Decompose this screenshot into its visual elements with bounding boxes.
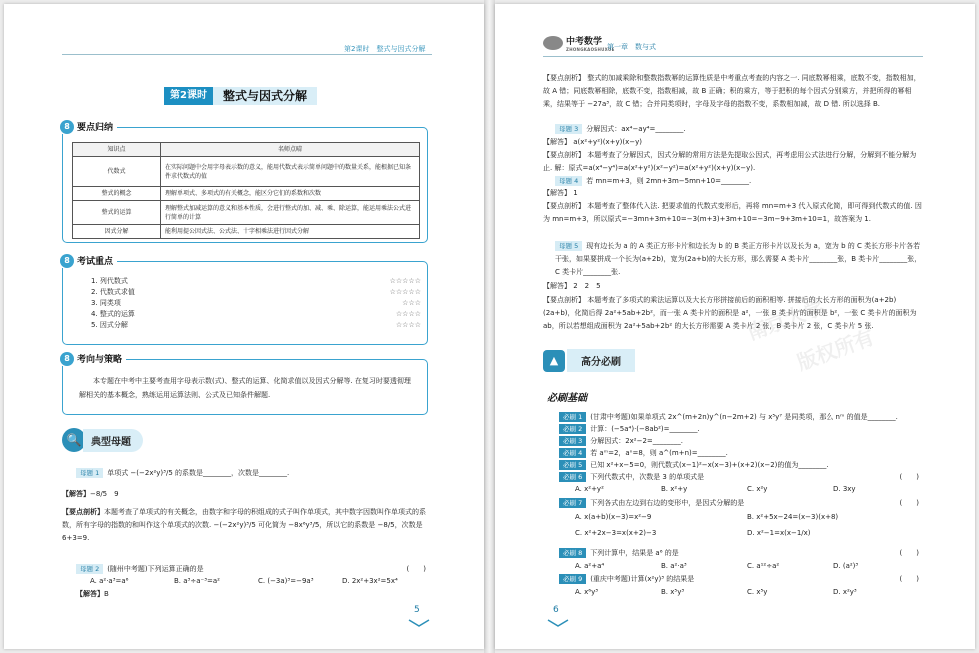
must-tag: 必刷 3: [559, 436, 586, 446]
right-running-head: 第一章 数与式: [607, 43, 656, 51]
must-7-options-row1: [575, 512, 919, 523]
logo-icon: [543, 36, 563, 50]
option: A. a²·a³=a⁶: [90, 577, 129, 585]
problem-2-answer: [76, 589, 109, 600]
problem-tag: 母题 5: [555, 241, 582, 251]
key-points-header: [60, 119, 117, 134]
page-number: 5: [414, 605, 420, 615]
table-cell: 在实际问题中会用字母表示数的意义，能用代数式表示简单问题中的数量关系，能根据已知条件求代数式的值: [161, 157, 420, 187]
must-tag: 必刷 5: [559, 460, 586, 470]
table-header: 知识点: [73, 143, 161, 157]
must-item-4: [559, 448, 919, 459]
section-badge-icon: 8: [60, 352, 74, 366]
must-text: 已知 x²+x−5=0，则代数式(x−1)²−x(x−3)+(x+2)(x−2)的值为________.: [590, 461, 829, 469]
table-row: [73, 187, 420, 201]
problem-2-analysis: 【要点剖析】 整式的加减乘除和整数指数幂的运算性质是中考重点考查的内容之一. 同底数幂相乘，底数不变，指数相加，故 A 错；同底数幂相除，底数不变，指数相减，故 B 正确；积的乘方，等于把积的每个因式分别乘方，并把所得的幂相乘，结果等于 −27a³，故 C 错；合并同类项时，字母及字母的指数不变，系数相加减，故 D 错. 所以选择 B.: [543, 74, 921, 108]
problem-tag: 母题 4: [555, 176, 582, 186]
star-rating: ☆☆☆☆: [395, 310, 421, 318]
section-badge-icon: 8: [60, 254, 74, 268]
page-number: 6: [553, 605, 559, 615]
exam-points-title: 考试重点: [77, 257, 114, 267]
problem-text: 现有边长为 a 的 A 类正方形卡片和边长为 b 的 B 类正方形卡片以及长为 a，宽为 b 的 C 类长方形卡片各若干张，如果要拼成一个长为(a+2b)，宽为(2a+b)的大长方形，那么需要 A 类卡片________张，B 类卡片________张，C 类卡片________张.: [555, 242, 922, 276]
chevron-down-icon: [408, 619, 430, 627]
answer-parentheses: ( ): [899, 499, 919, 507]
list-item: [91, 320, 421, 331]
option: D. 3xy: [833, 485, 856, 493]
must-text: 下列各式由左边到右边的变形中，是因式分解的是: [590, 499, 745, 507]
option: A. x(a+b)(x−3)=x²−9: [575, 513, 652, 521]
exam-points-list: [91, 276, 421, 331]
logo-title-text: 中考数学: [566, 37, 603, 47]
must-item-6: [559, 472, 919, 483]
table-row: [73, 201, 420, 225]
problem-3-answer: 【解答】 a(x²+y²)(x+y)(x−y): [543, 138, 642, 146]
section-badge-icon: 8: [60, 120, 74, 134]
option: B. x²+5x−24=(x−3)(x+8): [747, 513, 839, 521]
problem-5: [555, 240, 923, 279]
left-header-rule: [62, 54, 432, 55]
analysis-label: 【要点剖析】: [62, 508, 104, 516]
high-score-title: 高分必刷: [567, 349, 635, 372]
table-header-row: [73, 143, 420, 157]
option: B. x²+y: [661, 485, 688, 493]
problem-text: 分解因式：ax⁴−ay⁴=________.: [586, 125, 686, 133]
lesson-number: 第2课时: [164, 87, 213, 105]
strategy-box: [62, 353, 428, 415]
watermark-text: 版权所有: [793, 324, 878, 375]
must-item-5: [559, 460, 919, 471]
exam-point-label: 3. 同类项: [91, 299, 121, 307]
typical-problems-title: 典型母题: [83, 429, 143, 452]
must-7-options-row2: [575, 528, 919, 539]
exam-point-label: 5. 因式分解: [91, 321, 128, 329]
option: D. x²−1=x(x−1/x): [747, 529, 811, 537]
lesson-name: 整式与因式分解: [213, 87, 317, 105]
option: B. x⁵y³: [661, 588, 685, 596]
problem-2: [76, 564, 426, 575]
must-item-3: [559, 436, 919, 447]
option: A. x⁶y³: [575, 588, 599, 596]
table-cell: 代数式: [73, 157, 161, 187]
left-page: [4, 4, 484, 649]
key-points-title: 要点归纳: [77, 123, 114, 133]
option: C. x²+2x−3=x(x+2)−3: [575, 529, 657, 537]
problem-text: 单项式 −(−2x²y)³/5 的系数是________，次数是________.: [107, 469, 290, 477]
chevron-down-icon: [547, 619, 569, 627]
problem-5-analysis: 【要点剖析】 本题考查了多项式的乘法运算以及大长方形拼接前后的面积相等. 拼接后的大长方形的面积为(a+2b)(2a+b)，化简后得 2a²+5ab+2b²，而一张 A 类卡片的面积是 a²，一张 B 类卡片的面积是 b²，一张 C 类卡片的面积为 ab，所以若想组成面积为 2a²+5ab+2b² 的大长方形需要 A 类卡片 2 张，B 类卡片 2 张，C 类卡片 5 张.: [543, 296, 917, 330]
list-item: [91, 309, 421, 320]
must-item-8: [559, 548, 919, 559]
must-tag: 必刷 6: [559, 472, 586, 482]
table-cell: 能利用提公因式法、公式法、十字相乘法进行因式分解: [161, 225, 420, 239]
table-header: 名师点晴: [161, 143, 420, 157]
table-cell: 整式的概念: [73, 187, 161, 201]
left-running-head: 第2课时 整式与因式分解: [344, 45, 426, 53]
problem-4-answer: 【解答】 1: [543, 189, 578, 197]
must-tag: 必刷 9: [559, 574, 586, 584]
must-item-1: [559, 412, 919, 423]
must-tag: 必刷 2: [559, 424, 586, 434]
problem-1-answer: [62, 489, 426, 500]
answer-label: 【解答】: [62, 490, 90, 498]
option: A. a²+a⁴: [575, 562, 605, 570]
problem-4-analysis: 【要点剖析】 本题考查了整体代入法. 把要求值的代数式变形后，再将 mn=m+3 代入原式化简，即可得到代数式的值. 因为 mn=m+3，所以原式=−3mn+3m+10=−3(m+3)+3m+10=−3m−9+3m+10=1，故答案为 1.: [543, 202, 922, 223]
right-page: [495, 4, 975, 649]
must-text: 若 aᵐ=2，aⁿ=8，则 a^(m+n)=________.: [590, 449, 728, 457]
must-tag: 必刷 1: [559, 412, 586, 422]
must-tag: 必刷 7: [559, 498, 586, 508]
option: D. 2x²+3x²=5x⁴: [342, 577, 398, 585]
typical-problems-heading: [62, 428, 143, 452]
problem-tag: 母题 1: [76, 468, 103, 478]
star-rating: ☆☆☆☆: [395, 321, 421, 329]
exam-point-label: 4. 整式的运算: [91, 310, 135, 318]
star-rating: ☆☆☆☆☆: [389, 288, 421, 296]
answer-text: B: [104, 590, 109, 598]
list-item: [91, 298, 421, 309]
table-cell: 整式的运算: [73, 201, 161, 225]
option: A. x²+y²: [575, 485, 604, 493]
option: C. x⁵y: [747, 588, 768, 596]
problem-tag: 母题 3: [555, 124, 582, 134]
problem-1: [76, 468, 426, 479]
star-rating: ☆☆☆: [402, 299, 421, 307]
strategy-text: 本专题在中考中主要考查用字母表示数(式)、整式的运算、化简求值以及因式分解等. 在复习时要透彻理解相关的基本概念，熟练运用运算法则、公式及已知条件解题.: [79, 377, 411, 399]
magnifier-icon: 🔍: [62, 428, 86, 452]
option: C. a¹²÷a²: [747, 562, 780, 570]
must-text: (重庆中考题)计算(x²y)³ 的结果是: [590, 575, 695, 583]
problem-3-analysis: 【要点剖析】 本题考查了分解因式，因式分解的常用方法是先提取公因式，再考虑用公式法进行分解，分解到不能分解为止. 解：原式=a(x⁴−y⁴)=a(x²+y²)(x²−y²)=a(x²+y²)(x+y)(x−y).: [543, 151, 917, 172]
answer-text: −8/5 9: [90, 490, 119, 498]
must-9-options: [575, 587, 919, 598]
option: D. (a²)³: [833, 562, 859, 570]
must-tag: 必刷 4: [559, 448, 586, 458]
flag-icon: ▲: [543, 350, 565, 372]
must-text: 计算：(−5a⁴)·(−8ab²)=________.: [590, 425, 700, 433]
right-header-rule: [543, 56, 923, 57]
analysis-text: 本题考查了单项式的有关概念，由数字和字母的积组成的式子叫作单项式，其中数字因数叫作单项式的系数，所有字母的指数的和叫作这个单项式的次数. −(−2x²y)³/5 可化简为 −8x⁶y³/5，所以它的系数是 −8/5，次数是 6+3=9.: [62, 508, 426, 542]
strategy-title: 考向与策略: [77, 355, 123, 365]
list-item: [91, 287, 421, 298]
problem-text: 若 mn=m+3，则 2mn+3m−5mn+10=________.: [586, 177, 752, 185]
high-score-heading: [543, 349, 635, 372]
problem-1-analysis: [62, 506, 426, 545]
problem-text: (随州中考题)下列运算正确的是: [107, 565, 204, 573]
lesson-title: [164, 87, 317, 105]
list-item: [91, 276, 421, 287]
must-item-9: [559, 574, 919, 585]
option: C. (−3a)³=−9a³: [258, 577, 314, 585]
problem-tag: 母题 2: [76, 564, 103, 574]
must-6-options: [575, 484, 919, 495]
option: D. x²y³: [833, 588, 857, 596]
book-gutter: [484, 0, 495, 653]
must-tag: 必刷 8: [559, 548, 586, 558]
option: C. x²y: [747, 485, 768, 493]
answer-parentheses: ( ): [899, 575, 919, 583]
problem-4: [555, 176, 915, 187]
key-points-table: [72, 142, 420, 239]
book-logo: [543, 34, 615, 52]
exam-point-label: 2. 代数式求值: [91, 288, 135, 296]
key-points-box: [62, 121, 428, 243]
table-row: [73, 225, 420, 239]
option: B. a³÷a⁻³=a²: [174, 577, 220, 585]
answer-parentheses: ( ): [899, 473, 919, 481]
exam-points-box: [62, 255, 428, 345]
table-cell: 理解整式加减运算的意义和基本性质，会进行整式的加、减、乘、除运算，能运用乘法公式进行简单的计算: [161, 201, 420, 225]
must-basic-title: 必刷基础: [547, 393, 587, 404]
star-rating: ☆☆☆☆☆: [389, 277, 421, 285]
table-cell: 因式分解: [73, 225, 161, 239]
must-text: 下列计算中，结果是 a⁶ 的是: [590, 549, 679, 557]
answer-parentheses: ( ): [406, 565, 426, 573]
exam-point-label: 1. 列代数式: [91, 277, 128, 285]
must-item-7: [559, 498, 919, 509]
problem-5-answer: 【解答】 2 2 5: [543, 282, 601, 290]
must-8-options: [575, 561, 919, 572]
option: B. a²·a³: [661, 562, 687, 570]
problem-2-options: [90, 576, 426, 587]
logo-subtitle: ZHONGKAOSHUXUE: [566, 47, 615, 52]
watermark-text: 南京大学: [743, 294, 828, 345]
answer-label: 【解答】: [76, 590, 104, 598]
table-row: [73, 157, 420, 187]
must-text: 下列代数式中，次数是 3 的单项式是: [590, 473, 705, 481]
answer-parentheses: ( ): [899, 549, 919, 557]
problem-3: [555, 124, 915, 135]
exam-points-header: [60, 253, 117, 268]
must-text: 分解因式：2x²−2=________.: [590, 437, 684, 445]
table-cell: 理解单项式、多项式的有关概念，能区分它们的系数和次数: [161, 187, 420, 201]
must-text: (甘肃中考题)如果单项式 2x^(m+2n)y^(n−2m+2) 与 x⁵y⁷ 是同类项，那么 nᵐ 的值是________.: [590, 413, 898, 421]
strategy-header: [60, 351, 126, 366]
must-item-2: [559, 424, 919, 435]
